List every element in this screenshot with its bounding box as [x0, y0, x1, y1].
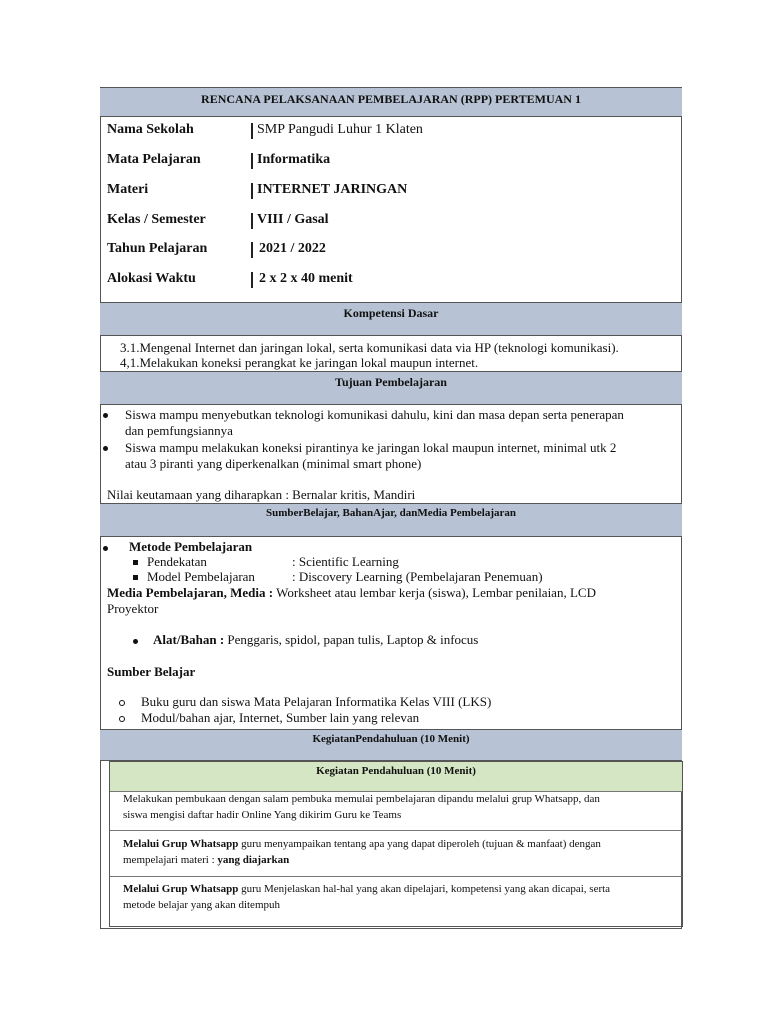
label-alokasi-waktu: Alokasi Waktu	[107, 271, 196, 286]
value-alokasi-waktu: 2 x 2 x 40 menit	[259, 271, 353, 286]
metode-item-value: : Scientific Learning	[292, 554, 399, 569]
kegiatan-band	[100, 729, 682, 761]
kegiatan-inner-heading: Kegiatan Pendahuluan (10 Menit)	[316, 765, 476, 777]
label-materi: Materi	[107, 182, 149, 197]
value-mata-pelajaran: Informatika	[257, 152, 331, 167]
nilai-keutamaan: Nilai keutamaan yang diharapkan : Bernalar kritis, Mandiri	[107, 487, 416, 502]
sumber-item: Modul/bahan ajar, Internet, Sumber lain yang relevan	[141, 710, 420, 725]
bullet-icon	[133, 639, 138, 644]
kegiatan-inner-band	[110, 762, 682, 792]
value-nama-sekolah: SMP Pangudi Luhur 1 Klaten	[257, 122, 423, 137]
tujuan-item-cont: dan pemfungsiannya	[125, 423, 233, 438]
kegiatan-row-text-cont: metode belajar yang akan ditempuh	[123, 899, 280, 911]
label-nama-sekolah: Nama Sekolah	[107, 122, 194, 137]
separator	[251, 183, 253, 199]
tujuan-heading: Tujuan Pembelajaran	[335, 375, 447, 389]
kompetensi-heading: Kompetensi Dasar	[343, 306, 439, 320]
tujuan-item: Siswa mampu melakukan koneksi pirantinya ke jaringan lokal maupun internet, minimal utk 2	[125, 440, 617, 455]
square-bullet-icon	[133, 575, 138, 580]
value-materi: INTERNET JARINGAN	[257, 182, 408, 197]
row3-bold: Melalui Grup Whatsapp	[123, 883, 239, 895]
row-divider	[110, 830, 682, 831]
square-bullet-icon	[133, 560, 138, 565]
tujuan-item: Siswa mampu menyebutkan teknologi komunikasi dahulu, kini dan masa depan serta penerapan	[125, 407, 624, 422]
metode-label: Metode Pembelajaran	[129, 539, 253, 554]
tujuan-item-cont: atau 3 piranti yang diperkenalkan (minimal smart phone)	[125, 456, 422, 471]
label-tahun-pelajaran: Tahun Pelajaran	[107, 241, 208, 256]
media-value: Worksheet atau lembar kerja (siswa), Lembar penilaian, LCD	[273, 585, 596, 600]
separator	[251, 153, 253, 169]
separator	[251, 123, 253, 139]
alat-label: Alat/Bahan :	[153, 632, 225, 647]
row2-bold2: yang diajarkan	[217, 854, 290, 866]
kegiatan-row-text: Melakukan pembukaan dengan salam pembuka memulai pembelajaran dipandu melalui grup Whatsapp, dan	[123, 793, 600, 805]
row2-line2: mempelajari materi :	[123, 854, 218, 866]
metode-item-label: Pendekatan	[147, 554, 207, 569]
kompetensi-band	[100, 302, 682, 336]
document-title: RENCANA PELAKSANAAN PEMBELAJARAN (RPP) PERTEMUAN 1	[201, 92, 581, 106]
bullet-icon	[103, 546, 108, 551]
label-kelas-semester: Kelas / Semester	[107, 212, 206, 227]
kegiatan-row-text	[123, 883, 610, 895]
alat-value: Penggaris, spidol, papan tulis, Laptop & infocus	[224, 632, 479, 647]
row3-text: guru Menjelaskan hal-hal yang akan dipelajari, kompetensi yang akan dicapai, serta	[238, 883, 611, 895]
kegiatan-row-text	[123, 838, 601, 850]
alat-line	[153, 632, 478, 648]
kegiatan-row-text-cont	[123, 854, 289, 866]
circle-bullet-icon	[119, 700, 125, 706]
metode-item-value: : Discovery Learning (Pembelajaran Penemuan)	[292, 569, 543, 584]
label-mata-pelajaran: Mata Pelajaran	[107, 152, 201, 167]
row-divider	[110, 876, 682, 877]
title-band	[100, 87, 682, 117]
separator	[251, 272, 253, 288]
sumber-heading: SumberBelajar, BahanAjar, danMedia Pembelajaran	[265, 507, 517, 519]
metode-item-label: Model Pembelajaran	[147, 569, 255, 584]
bullet-icon	[103, 413, 108, 418]
value-tahun-pelajaran: 2021 / 2022	[259, 241, 326, 256]
sumber-band	[100, 503, 682, 537]
separator	[251, 213, 253, 229]
media-line	[107, 585, 596, 601]
media-value-cont: Proyektor	[107, 601, 159, 616]
separator	[251, 242, 253, 258]
value-kelas-semester: VIII / Gasal	[257, 212, 329, 227]
bullet-icon	[103, 446, 108, 451]
row2-text: guru menyampaikan tentang apa yang dapat diperoleh (tujuan & manfaat) dengan	[238, 838, 601, 850]
media-label: Media Pembelajaran, Media :	[107, 585, 274, 600]
kompetensi-item: 4,1.Melakukan koneksi perangkat ke jaringan lokal maupun internet.	[120, 355, 479, 370]
kegiatan-row-text-cont: siswa mengisi daftar hadir Online Yang dikirim Guru ke Teams	[123, 809, 402, 821]
kompetensi-item: 3.1.Mengenal Internet dan jaringan lokal, serta komunikasi data via HP (teknologi komunikasi).	[120, 340, 619, 355]
circle-bullet-icon	[119, 716, 125, 722]
tujuan-band	[100, 371, 682, 405]
row2-bold: Melalui Grup Whatsapp	[123, 838, 239, 850]
sumber-item: Buku guru dan siswa Mata Pelajaran Informatika Kelas VIII (LKS)	[141, 694, 492, 709]
sumber-belajar-label: Sumber Belajar	[107, 664, 196, 679]
kegiatan-heading: KegiatanPendahuluan (10 Menit)	[312, 733, 470, 745]
